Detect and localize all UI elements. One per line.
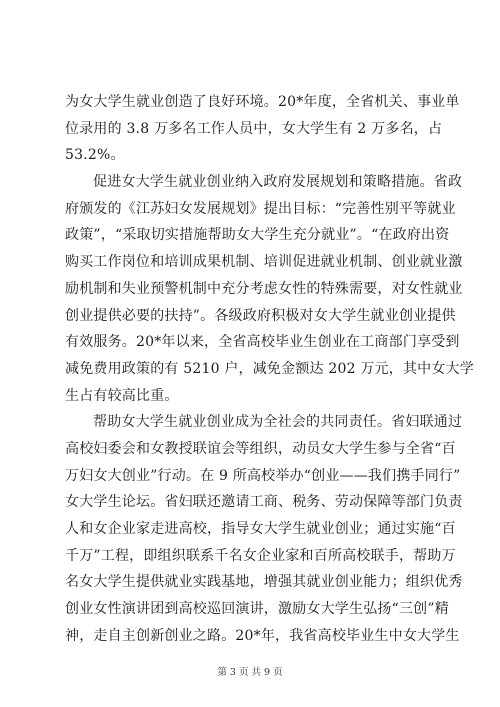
- text-line: 位录用的 3.8 万多名工作人员中，女大学生有 2 万多名，占: [65, 120, 443, 137]
- text-line: 减免费用政策的有 5210 户，减免金额达 202 万元，其中女大学: [65, 360, 474, 377]
- paragraph-start-line: 促进女大学生就业创业纳入政府发展规划和策略措施。省政: [93, 174, 463, 191]
- text-line: 创业女性演讲团到高校巡回演讲，激励女大学生弘扬“三创”精: [65, 601, 449, 618]
- text-line: 53.2%。: [65, 147, 125, 164]
- text-line: 千万”工程，即组织联系千名女企业家和百所高校联手，帮助万: [65, 547, 456, 564]
- text-line: 政策”，“采取切实措施帮助女大学生充分就业”。“在政府出资: [65, 227, 450, 244]
- text-line: 女大学生论坛。省妇联还邀请工商、税务、劳动保障等部门负责: [65, 494, 463, 511]
- text-line: 万妇女大创业”行动。在 9 所高校举办“创业——我们携手同行”: [65, 467, 461, 484]
- text-line: 人和女企业家走进高校，指导女大学生就业创业；通过实施“百: [65, 521, 456, 537]
- text-line: 为女大学生就业创造了良好环境。20*年度，全省机关、事业单: [65, 94, 460, 110]
- text-line: 高校妇委会和女教授联谊会等组织，动员女大学生参与全省“百: [65, 440, 456, 457]
- body-text: [65, 89, 474, 649]
- text-line: 神，走自主创新创业之路。20*年，我省高校毕业生中女大学生: [65, 627, 460, 644]
- text-line: 购买工作岗位和培训成果机制、培训促进就业机制、创业就业激: [65, 254, 463, 271]
- text-line: 府颁发的《江苏妇女发展规划》提出目标：“完善性别平等就业: [65, 200, 456, 217]
- text-line: 名女大学生提供就业实践基地，增强其就业创业能力；组织优秀: [65, 574, 463, 591]
- text-line: 生占有较高比重。: [65, 387, 179, 404]
- text-line: 励机制和失业预警机制中充分考虑女性的特殊需要，对女性就业: [65, 280, 463, 297]
- text-line: 创业提供必要的扶持”。各级政府积极对女大学生就业创业提供: [65, 307, 456, 324]
- text-line: 有效服务。20*年以来，全省高校毕业生创业在工商部门享受到: [65, 334, 460, 351]
- paragraph-start-line: 帮助女大学生就业创业成为全社会的共同责任。省妇联通过: [93, 414, 463, 431]
- page-number-footer: 第 3 页 共 9 页: [217, 667, 283, 678]
